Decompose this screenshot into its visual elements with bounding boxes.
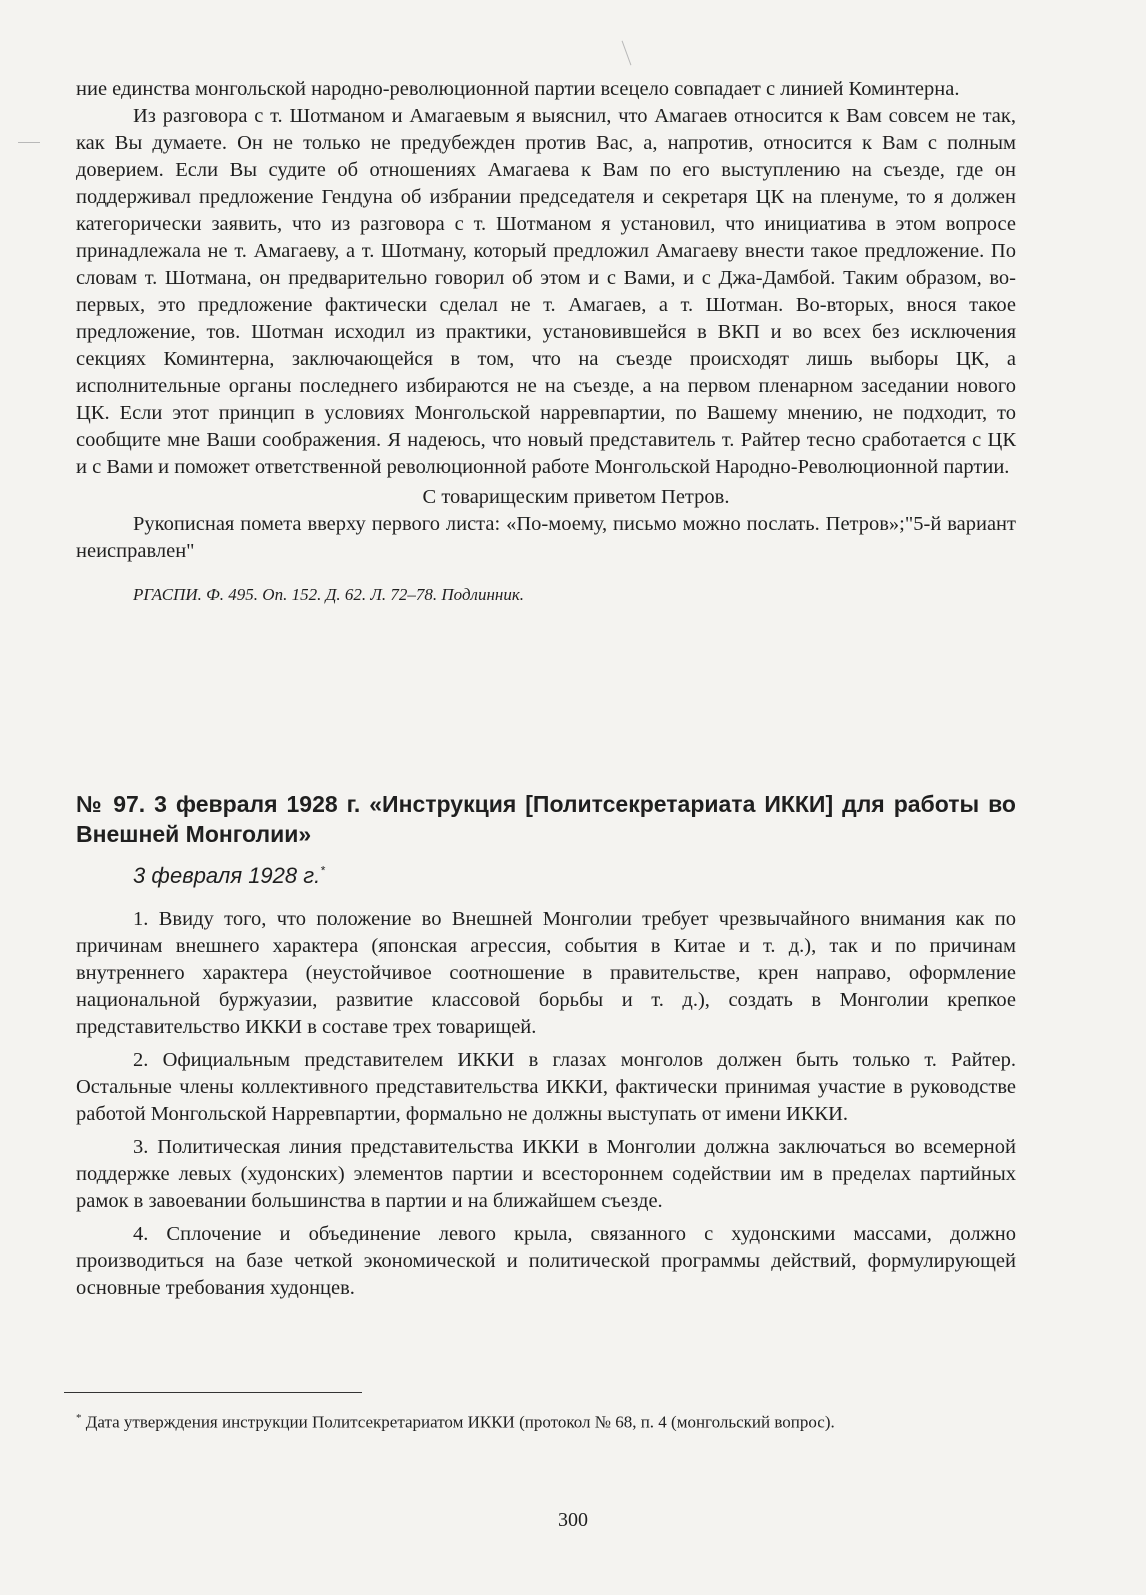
page-number: 300 — [558, 1509, 588, 1531]
handwritten-note: Рукописная помета вверху первого листа: «По-моему, письмо можно послать. Петров»;"5-й вариант неисправлен" — [76, 513, 1016, 562]
footnote — [76, 1406, 1016, 1435]
document-97 — [76, 789, 1016, 891]
scan-mark — [622, 41, 632, 66]
archive-source: РГАСПИ. Ф. 495. Оп. 152. Д. 62. Л. 72–78. Подлинник. — [133, 585, 525, 604]
instruction-item: 2. Официальным представителем ИККИ в глазах монголов должен быть только т. Райтер. Остальные члены коллективного представительства ИККИ, фактически принимая участие в руководстве работой Монгольской Нарревпартии, формально не должны выступать от имени ИККИ. — [76, 1049, 1016, 1125]
footnote-body: Дата утверждения инструкции Политсекретариатом ИККИ (протокол № 68, п. 4 (монгольский вопрос). — [85, 1412, 835, 1432]
footnote-ref: * — [320, 863, 325, 878]
footnote-separator — [64, 1392, 362, 1393]
instruction-item: 3. Политическая линия представительства ИККИ в Монголии должна заключаться во всемерной поддержке левых (худонских) элементов партии и всестороннем содействии им в пределах партийных рамок в завоевании большинства в партии и на ближайшем съезде. — [76, 1136, 1016, 1212]
scan-mark — [18, 142, 40, 143]
footnote-text — [76, 1406, 1016, 1435]
letter-continuation — [76, 76, 1016, 607]
paragraph: ние единства монгольской народно-революционной партии всецело совпадает с линией Коминтерна. — [76, 78, 960, 100]
instruction-item: 4. Сплочение и объединение левого крыла, связанного с худонскими массами, должно производиться на базе четкой экономической и политической программы действий, формулирующей основные требования худонцев. — [76, 1223, 1016, 1299]
document-heading: № 97. 3 февраля 1928 г. «Инструкция [Политсекретариата ИККИ] для работы во Внешней Монголии» — [76, 791, 1016, 847]
instruction-items — [76, 906, 1016, 1302]
instruction-item: 1. Ввиду того, что положение во Внешней Монголии требует чрезвычайного внимания как по причинам внешнего характера (японская агрессия, события в Китае и т. д.), так и по причинам внутреннего характера (неустойчивое соотношение в правительстве, крен направо, оформление национальной буржуазии, развитие классовой борьбы и т. д.), создать в Монголии крепкое представительство ИККИ в составе трех товарищей. — [76, 908, 1016, 1038]
document-date — [133, 861, 1016, 891]
date-text: 3 февраля 1928 г. — [133, 863, 321, 888]
paragraph: Из разговора с т. Шотманом и Амагаевым я выяснил, что Амагаев относится к Вам совсем не так, как Вы думаете. Он не только не предубежден против Вас, а, напротив, относится к Вам с полным доверием. Если Вы судите об отношениях Амагаева к Вам по его выступлению на съезде, где он поддерживал предложение Гендуна об избрании председателя и секретаря ЦК на пленуме, то я должен категорически заявить, что из разговора с т. Шотманом я установил, что инициатива в этом вопросе принадлежала не т. Амагаеву, а т. Шотману, который предложил Амагаеву внести такое предложение. По словам т. Шотмана, он предварительно говорил об этом и с Вами, и с Джа-Дамбой. Таким образом, во-первых, это предложение фактически сделал не т. Амагаев, а т. Шотман. Во-вторых, внося такое предложение, тов. Шотман исходил из практики, установившейся в ВКП и во всех без исключения секциях Коминтерна, заключающейся в том, что на съезде происходят лишь выборы ЦК, а исполнительные органы последнего избираются не на съезде, а на первом пленарном заседании нового ЦК. Если этот принцип в условиях Монгольской нарревпартии, по Вашему мнению, не подходит, то сообщите мне Ваши соображения. Я надеюсь, что новый представитель т. Райтер тесно сработается с ЦК и с Вами и поможет ответственной революционной работе Монгольской Народно-Революционной партии. — [76, 105, 1016, 478]
footnote-mark: * — [76, 1412, 82, 1424]
signature: С товарищеским приветом Петров. — [422, 486, 730, 508]
